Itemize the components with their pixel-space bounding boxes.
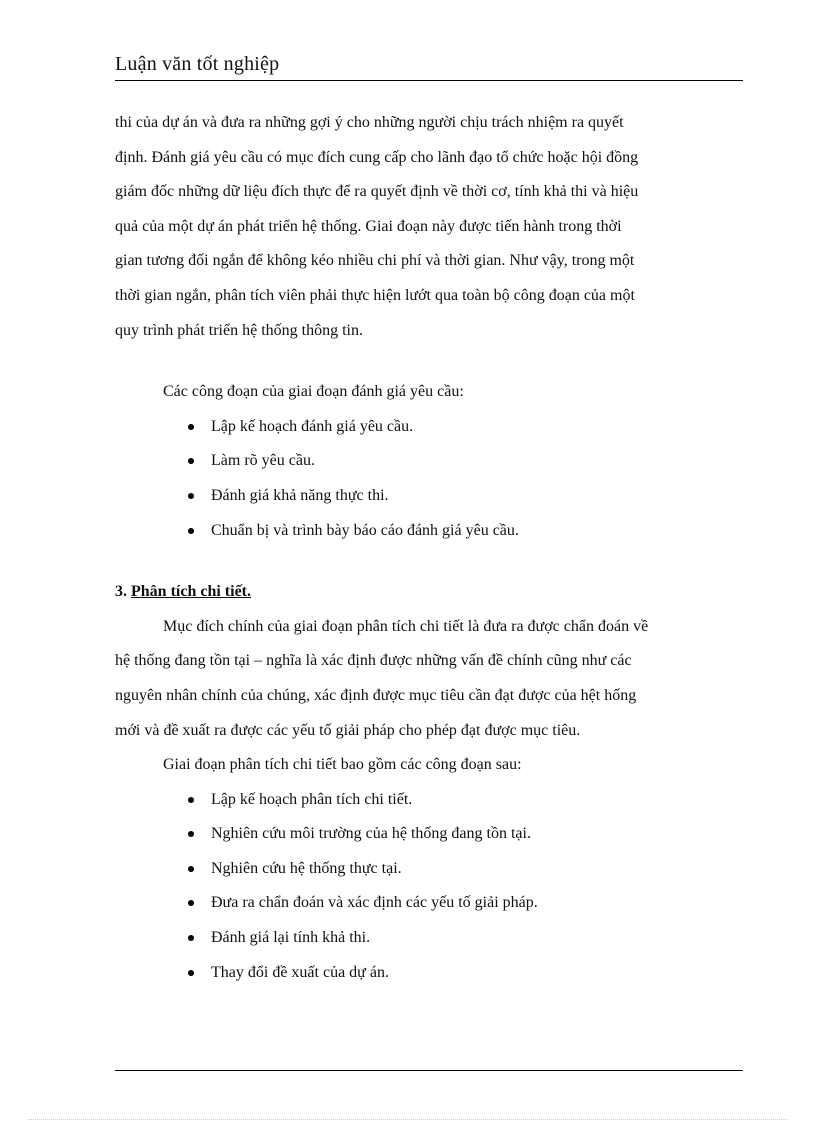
page-edge [28, 1119, 788, 1120]
page-header [115, 50, 743, 81]
text-line: định. Đánh giá yêu cầu có mục đích cung cấp cho lãnh đạo tổ chức hoặc hội đồng [115, 148, 639, 166]
section-paragraph [115, 610, 730, 748]
text-line: nguyên nhân chính của chúng, xác định được mục tiêu cần đạt được của hệt hống [115, 686, 637, 704]
bullet-icon [188, 493, 194, 499]
section-title: Phân tích chi tiết. [131, 583, 251, 601]
text-line: thời gian ngắn, phân tích viên phải thực hiện lướt qua toàn bộ công đoạn của một [115, 286, 635, 304]
section-stages-list [115, 783, 730, 991]
bullet-icon [188, 424, 194, 430]
text-line: mới và đề xuất ra được các yếu tố giải pháp cho phép đạt được mục tiêu. [115, 721, 581, 739]
bullet-icon [188, 866, 194, 872]
bullet-icon [188, 528, 194, 534]
list-item-text: Chuẩn bị và trình bày báo cáo đánh giá yêu cầu. [211, 521, 519, 539]
section-number: 3. [115, 583, 127, 601]
list-item [115, 514, 730, 549]
list-item-text: Đánh giá khả năng thực thi. [211, 486, 389, 504]
list-item-text: Lập kế hoạch đánh giá yêu cầu. [211, 417, 414, 435]
text-line: hệ thống đang tồn tại – nghĩa là xác định được những vấn đề chính cũng như các [115, 652, 632, 670]
text-line: thi của dự án và đưa ra những gợi ý cho những người chịu trách nhiệm ra quyết [115, 114, 624, 131]
list-item-text: Nghiên cứu môi trường của hệ thống đang tồn tại. [211, 825, 531, 843]
list-item-text: Lập kế hoạch phân tích chi tiết. [211, 790, 413, 808]
text-line: quả của một dự án phát triển hệ thống. Giai đoạn này được tiến hành trong thời [115, 217, 622, 235]
list-item [115, 956, 730, 991]
list-item [115, 783, 730, 818]
list-item [115, 852, 730, 887]
text-line: giám đốc những dữ liệu đích thực để ra quyết định về thời cơ, tính khả thi và hiệu [115, 183, 639, 201]
bullet-icon [188, 831, 194, 837]
bullet-icon [188, 970, 194, 976]
list-item [115, 444, 730, 479]
list-item-text: Đánh giá lại tính khả thi. [211, 929, 371, 947]
bullet-icon [188, 900, 194, 906]
text-line: gian tương đối ngắn để không kéo nhiều chi phí và thời gian. Như vậy, trong một [115, 252, 635, 270]
list-item-text: Thay đổi đề xuất của dự án. [211, 963, 389, 981]
section-heading [115, 575, 730, 610]
text-line: Mục đích chính của giai đoạn phân tích chi tiết là đưa ra được chẩn đoán về [163, 617, 649, 635]
bullet-icon [188, 797, 194, 803]
bullet-icon [188, 935, 194, 941]
list-item-text: Đưa ra chẩn đoán và xác định các yếu tố giải pháp. [211, 894, 538, 912]
document-body [115, 106, 730, 990]
list-item-text: Nghiên cứu hệ thống thực tại. [211, 859, 402, 877]
section-stages-intro: Giai đoạn phân tích chi tiết bao gồm các công đoạn sau: [163, 756, 522, 774]
list-item [115, 479, 730, 514]
header-title: Luận văn tốt nghiệp [115, 53, 280, 75]
list-item [115, 410, 730, 445]
bullet-icon [188, 458, 194, 464]
text-line: quy trình phát triển hệ thống thông tin. [115, 321, 363, 339]
spacer [115, 348, 730, 375]
spacer [115, 548, 730, 575]
requirements-stages-intro: Các công đoạn của giai đoạn đánh giá yêu cầu: [163, 383, 464, 401]
list-item [115, 817, 730, 852]
list-item [115, 921, 730, 956]
list-item [115, 886, 730, 921]
list-item-text: Làm rõ yêu cầu. [211, 452, 315, 470]
footer-rule [115, 1070, 743, 1071]
requirements-stages-list [115, 410, 730, 548]
intro-paragraph [115, 106, 730, 348]
